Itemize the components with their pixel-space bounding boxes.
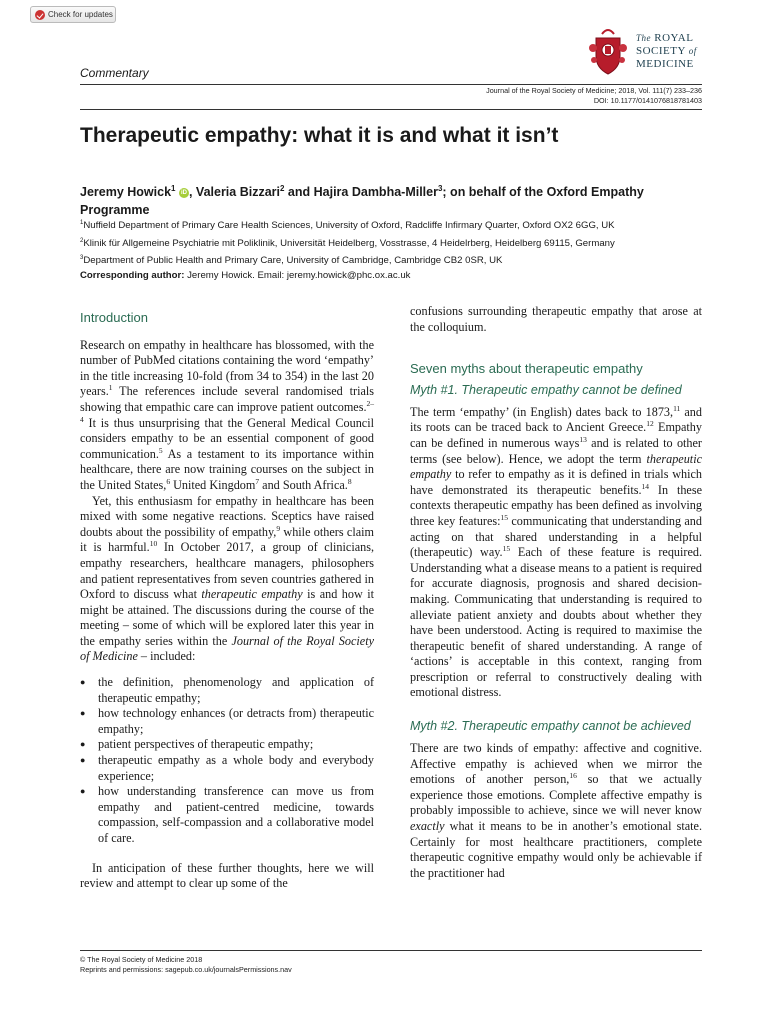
author-group: ; on behalf of the Oxford Empathy Programme <box>80 185 644 218</box>
bullet-list <box>80 675 374 847</box>
copyright-notice: © The Royal Society of Medicine 2018 <box>80 955 203 964</box>
article-title: Therapeutic empathy: what it is and what it isn’t <box>80 124 559 147</box>
affiliation: $^2$Klinik für Allgemeine Psychiatrie mit Poliklinik, Universität Heidelberg, Vosstrasse, 4 Heidelrberg, Heidelberg 69115, Germany <box>80 237 615 249</box>
author-name[interactable]: Jeremy Howick <box>80 185 172 200</box>
paragraph: The term ‘empathy’ (in English) dates back to 1873,11 and its roots can be traced back to Ancient Greece.$^{12}$ Empathy can be defined in numerous ways$^{13}$ and is related to other terms (see below). Hence, we adopt the term therapeutic empathy to refer to empathy as it is defined in trials which have demonstrated its therapeutic benefits.$^{14}$ In these contexts therapeutic empathy has been defined as involving three key features:$^{15}$ communicating that understanding and acting on that shared understanding in a helpful (therapeutic) way.$^{15}$ Each of these feature is required. Understanding what a disease means to a patient is required for accurate diagnosis, prognosis and shared decision-making. Communicating that understanding is required to alleviate patient anxiety and doubts about whether they have been understood. Acting is required to maximise the therapeutic benefit of shared understanding. A range of ‘actions’ is acceptable in this context, ranging from prescription or referral to constructively dealing with emotional distress. <box>410 403 703 700</box>
affiliation: $^3$Department of Public Health and Primary Care, University of Cambridge, Cambridge CB2 0SR, UK <box>80 255 503 267</box>
logo-wordmark: The ROYAL SOCIETY of MEDICINE <box>636 31 697 70</box>
check-updates-label: Check for updates <box>48 10 113 19</box>
author-name[interactable]: Valeria Bizzari <box>195 185 280 200</box>
page-footer <box>80 955 292 975</box>
footer-rule <box>80 950 702 951</box>
affiliation: $^1$Nuffield Department of Primary Care Health Sciences, University of Oxford, Radcliffe Infirmary Quarter, Oxford OX2 6GG, UK <box>80 220 615 232</box>
paragraph: Research on empathy in healthcare has blossomed, with the number of PubMed citations containing the word ‘empathy’ in the title increasing 10-fold (from 34 to 354) in the last 20 years.$^1$ The references include several randomised trials showing that empathic care can improve patient outcomes.$^{2-4}$ It is thus unsurprising that the General Medical Council considers empathy to be an essential component of good communication.$^5$ As a testament to its importance within healthcare, there are now training courses on the subject in the United States,$^6$ United Kingdom$^7$ and South Africa.$^8$ <box>80 337 374 492</box>
paragraph: In anticipation of these further thoughts, here we will review and attempt to clear up some of the <box>80 860 374 891</box>
check-for-updates-button[interactable] <box>30 6 116 23</box>
header-rule <box>80 84 702 85</box>
check-icon <box>35 10 45 20</box>
citation-line: Journal of the Royal Society of Medicine; 2018, Vol. 111(7) 233–236 <box>486 86 702 95</box>
subheading-myth-2: Myth #2. Therapeutic empathy cannot be achieved <box>410 719 691 734</box>
left-column <box>80 304 374 892</box>
orcid-icon[interactable]: iD <box>180 189 187 196</box>
author-list: Jeremy Howick$^1$ iD , Valeria Bizzari$^2$ and Hajira Dambha-Miller$^3$; on behalf of the Oxford Empathy Programme <box>80 184 644 218</box>
list-item: ● patient perspectives of therapeutic empathy; <box>80 737 374 753</box>
list-item: ● therapeutic empathy as a whole body and everybody experience; <box>80 753 374 784</box>
list-item: ● how understanding transference can move us from empathy and patient-centred medicine, towards compassion, self-compassion and a collaborative model of care. <box>80 784 374 846</box>
paragraph: confusions surrounding therapeutic empathy that arose at the colloquium. <box>410 304 702 334</box>
list-item: ● the definition, phenomenology and application of therapeutic empathy; <box>80 675 374 706</box>
society-crest-icon <box>588 26 628 76</box>
author-name[interactable]: Hajira Dambha-Miller <box>313 185 438 200</box>
reprints-link[interactable]: Reprints and permissions: sagepub.co.uk/journalsPermissions.nav <box>80 965 292 974</box>
section-heading-introduction: Introduction <box>80 310 148 325</box>
paragraph: Yet, this enthusiasm for empathy in healthcare has been mixed with some negative reactions. Sceptics have raised doubts about the possibility of empathy,$^9$ while others claim it is harmful.$^{10}$ In October 2017, a group of clinicians, empathy researchers, healthcare managers, philosophers and patient representatives from seven countries gathered in Oxford to discuss what therapeutic empathy is and how it might be attained. The discussions during the course of the meeting – some of which will be explored later this year in the empathy series within the Journal of the Royal Society of Medicine – included: <box>80 493 374 664</box>
subheading-myth-1: Myth #1. Therapeutic empathy cannot be defined <box>410 382 682 397</box>
title-rule <box>80 109 702 110</box>
section-heading-seven-myths: Seven myths about therapeutic empathy <box>410 361 643 377</box>
journal-logo <box>588 26 697 76</box>
section-type: Commentary <box>80 66 149 80</box>
right-column <box>410 304 702 881</box>
journal-citation <box>486 86 702 106</box>
affiliations <box>80 216 702 284</box>
paragraph: There are two kinds of empathy: affective and cognitive. Affective empathy is achieved when we mirror the emotions of another person,$^{16}$ so that we actually experience those emotions. Complete affective empathy is probably impossible to achieve, since we will never know exactly what it means to be in another’s emotional state. Certainly for most healthcare practitioners, complete therapeutic cognitive empathy would only be achievable if the practitioner had <box>410 741 702 880</box>
corresponding-author: Corresponding author: Jeremy Howick. Email: jeremy.howick@phc.ox.ac.uk <box>80 270 411 282</box>
list-item: ● how technology enhances (or detracts from) therapeutic empathy; <box>80 706 374 737</box>
doi-link[interactable]: DOI: 10.1177/0141076818781403 <box>593 96 702 105</box>
